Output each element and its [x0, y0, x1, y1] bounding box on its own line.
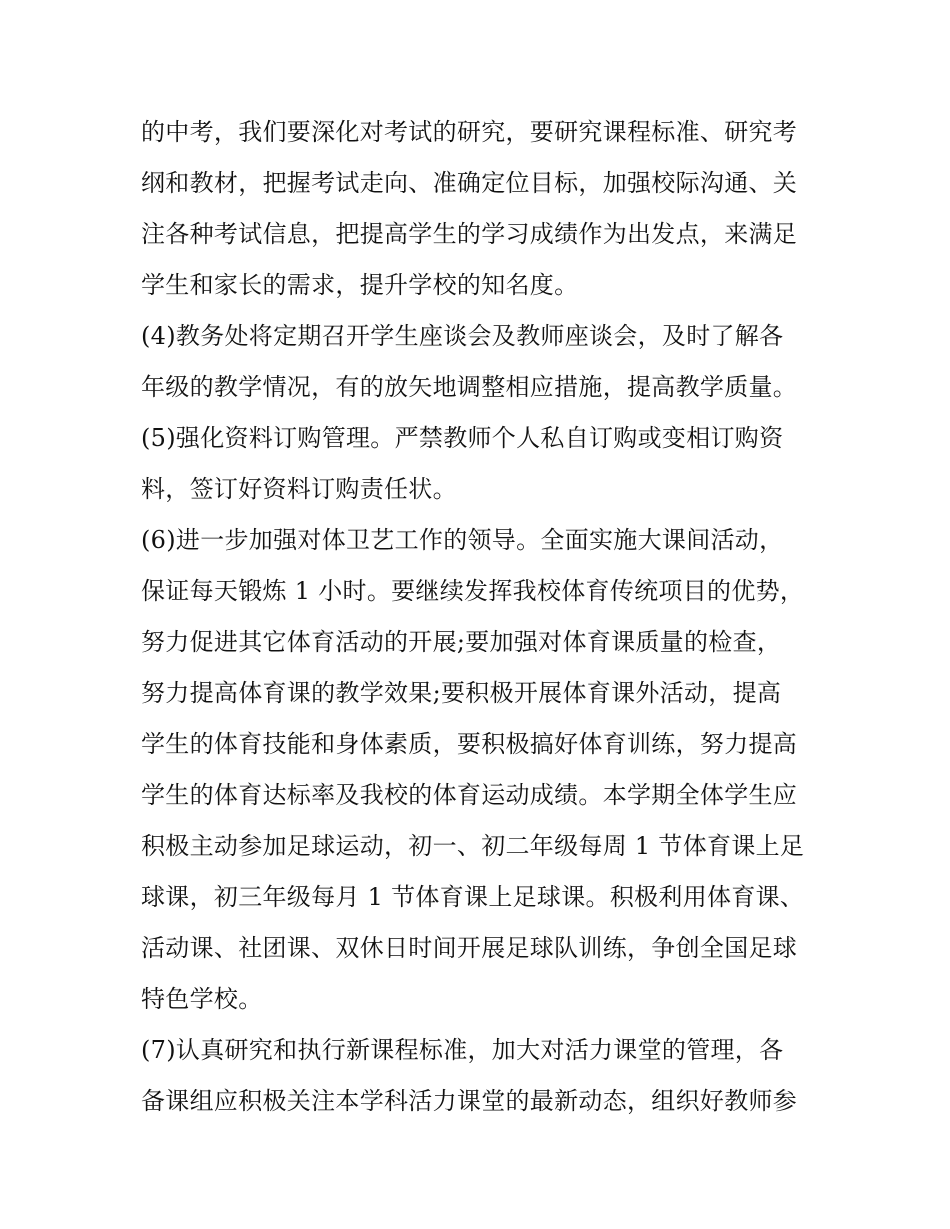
text-line: 注各种考试信息，把提高学生的学习成绩作为出发点，来满足: [141, 220, 798, 248]
text-line: 年级的教学情况，有的放矢地调整相应措施，提高教学质量。: [141, 373, 798, 401]
text-line: (4)教务处将定期召开学生座谈会及教师座谈会，及时了解各: [141, 322, 784, 350]
text-line: 保证每天锻炼 1 小时。要继续发挥我校体育传统项目的优势，: [141, 577, 805, 605]
text-line: 努力促进其它体育活动的开展;要加强对体育课质量的检查，: [141, 628, 782, 656]
text-line: 积极主动参加足球运动，初一、初二年级每周 1 节体育课上足: [141, 832, 805, 860]
text-line: 活动课、社团课、双休日时间开展足球队训练，争创全国足球: [141, 934, 798, 962]
text-line: (7)认真研究和执行新课程标准，加大对活力课堂的管理，各: [141, 1036, 784, 1064]
text-line: 球课，初三年级每月 1 节体育课上足球课。积极利用体育课、: [141, 883, 805, 911]
text-line: (5)强化资料订购管理。严禁教师个人私自订购或变相订购资: [141, 424, 784, 452]
document-body: [141, 109, 821, 1129]
text-line: 备课组应积极关注本学科活力课堂的最新动态，组织好教师参: [141, 1087, 798, 1115]
text-line: 纲和教材，把握考试走向、准确定位目标，加强校际沟通、关: [141, 169, 798, 197]
text-line: 特色学校。: [141, 985, 263, 1013]
text-line: 努力提高体育课的教学效果;要积极开展体育课外活动，提高: [141, 679, 782, 707]
text-line: 料，签订好资料订购责任状。: [141, 475, 457, 503]
text-line: 学生的体育达标率及我校的体育运动成绩。本学期全体学生应: [141, 781, 798, 809]
text-line: 学生和家长的需求，提升学校的知名度。: [141, 271, 579, 299]
text-line: 的中考，我们要深化对考试的研究，要研究课程标准、研究考: [141, 118, 798, 146]
text-line: 学生的体育技能和身体素质，要积极搞好体育训练，努力提高: [141, 730, 798, 758]
text-line: (6)进一步加强对体卫艺工作的领导。全面实施大课间活动，: [141, 526, 784, 554]
